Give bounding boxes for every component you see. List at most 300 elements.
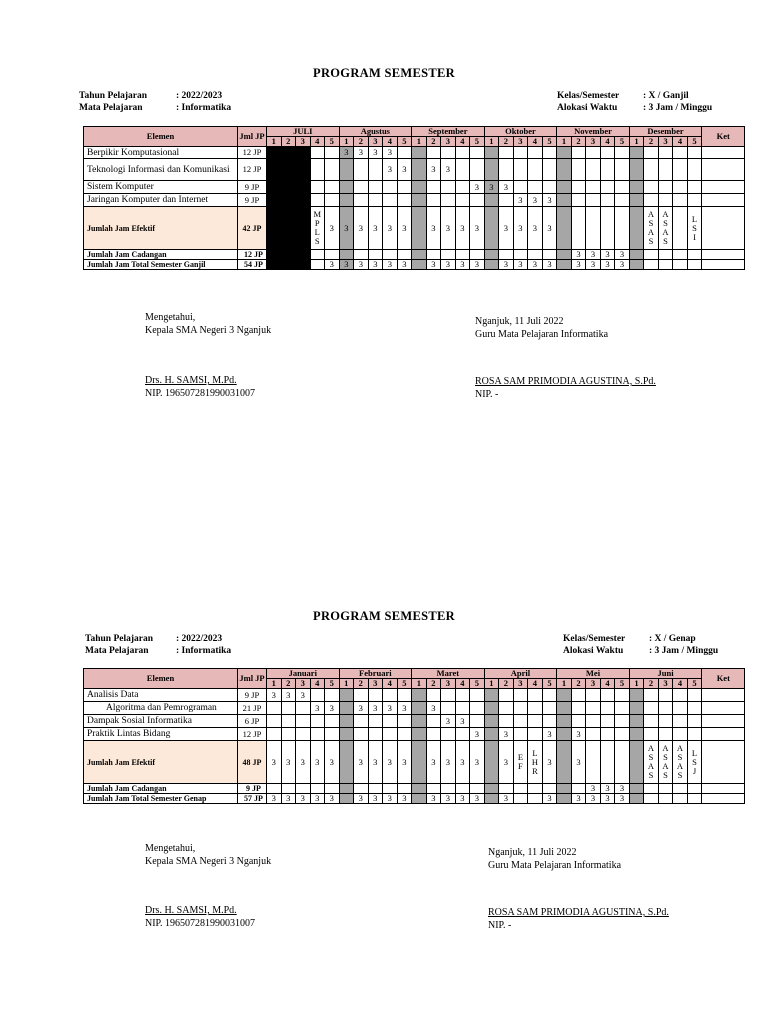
week-cell — [397, 728, 412, 741]
week-cell — [339, 784, 354, 794]
week-cell — [310, 260, 325, 270]
week-cell — [586, 689, 601, 702]
week-number: 4 — [600, 679, 615, 689]
week-cell — [426, 194, 441, 207]
table-row — [84, 194, 745, 207]
month-header: April — [484, 669, 557, 679]
week-cell: 3 — [281, 794, 296, 804]
week-cell: 3 — [499, 728, 514, 741]
cell-letter: S — [648, 770, 654, 780]
week-cell: 3 — [383, 260, 398, 270]
week-cell: 3 — [455, 715, 470, 728]
week-number: 5 — [687, 137, 702, 147]
week-cell — [354, 728, 369, 741]
week-cell — [557, 741, 572, 784]
week-cell — [615, 702, 630, 715]
week-cell: 3 — [368, 741, 383, 784]
week-cell — [673, 741, 688, 784]
week-cell — [687, 194, 702, 207]
week-cell — [629, 689, 644, 702]
week-cell — [658, 147, 673, 159]
week-number: 2 — [571, 679, 586, 689]
week-number: 1 — [267, 679, 282, 689]
cell-letter: H — [531, 756, 538, 767]
week-cell — [310, 689, 325, 702]
week-number: 1 — [267, 137, 282, 147]
meta-left — [79, 90, 231, 114]
summary-row-efektif — [84, 741, 745, 784]
week-number: 1 — [557, 137, 572, 147]
table-row — [84, 728, 745, 741]
week-cell — [557, 207, 572, 250]
row-label: Jumlah Jam Efektif — [84, 741, 238, 784]
week-cell — [412, 207, 427, 250]
week-cell — [397, 181, 412, 194]
week-cell — [658, 728, 673, 741]
week-cell: 3 — [383, 159, 398, 181]
meta-right — [557, 90, 712, 114]
week-cell — [484, 741, 499, 784]
week-cell — [673, 784, 688, 794]
week-cell — [557, 147, 572, 159]
header-ket: Ket — [702, 127, 745, 147]
week-number: 3 — [296, 137, 311, 147]
ket-cell — [702, 689, 745, 702]
week-cell — [658, 250, 673, 260]
week-cell — [644, 260, 659, 270]
week-cell — [673, 728, 688, 741]
week-cell — [528, 689, 543, 702]
week-cell — [267, 260, 282, 270]
week-cell — [296, 702, 311, 715]
week-cell: 3 — [354, 702, 369, 715]
week-cell — [600, 741, 615, 784]
week-cell — [325, 194, 340, 207]
week-cell: 3 — [528, 194, 543, 207]
schedule-table — [83, 668, 745, 804]
table-row — [84, 702, 745, 715]
week-cell — [267, 250, 282, 260]
week-number: 4 — [673, 137, 688, 147]
cell-letter: S — [692, 756, 697, 767]
week-cell — [542, 181, 557, 194]
week-cell: 3 — [354, 260, 369, 270]
week-number: 1 — [412, 679, 427, 689]
week-cell — [484, 794, 499, 804]
week-cell: 3 — [470, 181, 485, 194]
month-header: Mei — [557, 669, 630, 679]
week-cell — [470, 689, 485, 702]
week-cell — [571, 159, 586, 181]
week-number: 1 — [339, 137, 354, 147]
week-cell: 3 — [571, 794, 586, 804]
cell-letter: S — [314, 236, 320, 246]
row-label: Jumlah Jam Efektif — [84, 207, 238, 250]
week-cell — [586, 702, 601, 715]
week-cell: 3 — [368, 147, 383, 159]
week-cell: 3 — [542, 728, 557, 741]
week-cell — [339, 715, 354, 728]
week-number: 4 — [673, 679, 688, 689]
week-cell — [484, 207, 499, 250]
week-cell — [310, 728, 325, 741]
week-cell — [339, 194, 354, 207]
week-cell — [673, 689, 688, 702]
week-cell: 3 — [470, 794, 485, 804]
cell-letter: P — [314, 218, 320, 228]
week-cell: 3 — [542, 260, 557, 270]
week-cell: 3 — [441, 741, 456, 784]
ket-cell — [702, 250, 745, 260]
cell-letter: A — [662, 227, 669, 237]
week-cell — [296, 715, 311, 728]
week-cell — [673, 194, 688, 207]
week-cell — [658, 689, 673, 702]
week-cell — [586, 159, 601, 181]
week-cell: 3 — [368, 207, 383, 250]
week-cell — [441, 147, 456, 159]
cell-letter: S — [677, 752, 683, 762]
week-cell — [658, 702, 673, 715]
week-number: 3 — [368, 679, 383, 689]
week-cell — [542, 702, 557, 715]
row-jp: 6 JP — [238, 715, 267, 728]
week-number: 3 — [441, 679, 456, 689]
week-cell — [412, 260, 427, 270]
week-number: 3 — [441, 137, 456, 147]
week-cell — [571, 702, 586, 715]
week-cell — [571, 147, 586, 159]
cell-letter: S — [663, 752, 668, 762]
week-cell — [310, 784, 325, 794]
signature-right — [488, 847, 669, 932]
week-cell: 3 — [368, 794, 383, 804]
week-cell: 3 — [499, 741, 514, 784]
week-cell — [267, 181, 282, 194]
month-header: Oktober — [484, 127, 557, 137]
week-cell: 3 — [383, 794, 398, 804]
week-cell — [615, 715, 630, 728]
week-cell — [600, 728, 615, 741]
week-cell — [325, 728, 340, 741]
week-cell — [455, 194, 470, 207]
week-cell: 3 — [499, 260, 514, 270]
cell-letter: A — [647, 227, 655, 237]
week-cell — [368, 159, 383, 181]
week-number: 3 — [658, 679, 673, 689]
week-cell — [339, 741, 354, 784]
week-cell — [354, 250, 369, 260]
week-number: 5 — [615, 137, 630, 147]
schedule-table — [83, 126, 745, 270]
week-cell — [557, 794, 572, 804]
week-cell — [557, 260, 572, 270]
week-cell — [281, 207, 296, 250]
cell-letter: S — [692, 222, 697, 233]
week-cell: 3 — [296, 741, 311, 784]
signature-left — [145, 843, 271, 930]
signer-nip: NIP. 196507281990031007 — [145, 917, 256, 929]
ket-cell — [702, 181, 745, 194]
cell-letter: A — [676, 743, 684, 753]
table-row — [84, 147, 745, 159]
week-cell: 3 — [426, 794, 441, 804]
ket-cell — [702, 207, 745, 250]
week-cell — [615, 181, 630, 194]
meta-left — [85, 633, 231, 657]
week-cell — [513, 147, 528, 159]
week-cell — [499, 250, 514, 260]
page-title: PROGRAM SEMESTER — [313, 66, 455, 80]
cell-letter: A — [662, 761, 669, 771]
cell-letter: L — [532, 747, 538, 758]
week-cell — [426, 715, 441, 728]
meta-label: Alokasi Waktu — [557, 103, 618, 113]
week-cell: 3 — [499, 207, 514, 250]
week-cell — [484, 159, 499, 181]
week-cell — [687, 702, 702, 715]
week-cell — [586, 181, 601, 194]
row-jp: 21 JP — [238, 702, 267, 715]
week-cell — [310, 250, 325, 260]
week-cell — [397, 250, 412, 260]
week-number: 2 — [281, 137, 296, 147]
week-cell — [571, 715, 586, 728]
week-cell — [658, 741, 673, 784]
week-cell — [455, 181, 470, 194]
week-cell — [542, 689, 557, 702]
week-cell: 3 — [397, 741, 412, 784]
week-cell — [542, 250, 557, 260]
week-cell — [368, 250, 383, 260]
signer-name: Drs. H. SAMSI, M.Pd. — [145, 905, 237, 916]
week-cell — [484, 260, 499, 270]
ket-cell — [702, 194, 745, 207]
week-cell — [281, 147, 296, 159]
header-jml-jp: Jml JP — [238, 127, 267, 147]
week-cell — [557, 715, 572, 728]
week-cell — [571, 689, 586, 702]
week-cell: 3 — [455, 794, 470, 804]
summary-row-total — [84, 260, 745, 270]
meta-value: : 2022/2023 — [176, 91, 223, 101]
week-cell — [586, 728, 601, 741]
signer-nip: NIP. 196507281990031007 — [145, 387, 256, 399]
week-cell — [571, 181, 586, 194]
row-label: Jumlah Jam Cadangan — [84, 250, 238, 260]
week-cell — [325, 784, 340, 794]
header-row-months — [84, 669, 745, 679]
row-label: Jumlah Jam Total Semester Ganjil — [84, 260, 238, 270]
meta-value: : 3 Jam / Minggu — [649, 646, 719, 656]
week-number: 1 — [629, 137, 644, 147]
week-number: 2 — [426, 137, 441, 147]
week-cell — [281, 702, 296, 715]
week-cell — [629, 728, 644, 741]
sign-text: Nganjuk, 11 Juli 2022 — [475, 316, 564, 327]
week-cell — [441, 702, 456, 715]
week-cell — [644, 794, 659, 804]
week-cell: 3 — [586, 260, 601, 270]
week-cell — [339, 159, 354, 181]
week-cell — [368, 689, 383, 702]
week-cell — [368, 784, 383, 794]
row-label: Praktik Lintas Bidang — [84, 728, 238, 741]
month-header: Juni — [629, 669, 702, 679]
week-number: 1 — [412, 137, 427, 147]
row-label: Dampak Sosial Informatika — [84, 715, 238, 728]
week-cell — [412, 147, 427, 159]
week-cell — [455, 702, 470, 715]
week-cell — [557, 250, 572, 260]
month-header: JULI — [267, 127, 340, 137]
week-cell — [499, 194, 514, 207]
week-cell: 3 — [615, 260, 630, 270]
week-cell — [615, 159, 630, 181]
week-cell — [484, 689, 499, 702]
week-cell — [658, 159, 673, 181]
row-jp: 9 JP — [238, 689, 267, 702]
ket-cell — [702, 159, 745, 181]
week-cell — [687, 181, 702, 194]
week-cell: 3 — [281, 741, 296, 784]
week-cell: 3 — [354, 147, 369, 159]
meta-label: Mata Pelajaran — [79, 103, 143, 113]
week-cell — [644, 250, 659, 260]
header-elemen: Elemen — [84, 127, 238, 147]
week-number: 1 — [484, 137, 499, 147]
week-cell — [325, 250, 340, 260]
week-cell — [281, 250, 296, 260]
week-cell — [513, 181, 528, 194]
meta-label: Tahun Pelajaran — [79, 91, 148, 101]
week-cell — [426, 784, 441, 794]
week-cell: 3 — [397, 159, 412, 181]
week-cell — [629, 741, 644, 784]
week-cell: 3 — [325, 260, 340, 270]
meta-right — [563, 633, 718, 657]
week-cell — [600, 702, 615, 715]
week-cell — [615, 194, 630, 207]
week-number: 4 — [310, 137, 325, 147]
week-cell — [412, 159, 427, 181]
week-cell: 3 — [441, 794, 456, 804]
week-cell — [267, 207, 282, 250]
row-label: Jumlah Jam Cadangan — [84, 784, 238, 794]
table-row — [84, 159, 745, 181]
week-cell — [281, 260, 296, 270]
week-cell — [281, 728, 296, 741]
week-cell — [644, 689, 659, 702]
week-cell — [673, 715, 688, 728]
week-number: 4 — [383, 679, 398, 689]
week-cell — [673, 250, 688, 260]
week-cell — [644, 181, 659, 194]
week-cell — [687, 207, 702, 250]
cell-letter: L — [691, 213, 698, 224]
week-cell — [644, 194, 659, 207]
cell-letter: A — [662, 743, 669, 753]
week-cell: 3 — [455, 260, 470, 270]
week-number: 2 — [354, 137, 369, 147]
week-cell — [687, 159, 702, 181]
week-cell — [528, 159, 543, 181]
page-title: PROGRAM SEMESTER — [313, 609, 455, 623]
week-cell — [325, 147, 340, 159]
week-cell: 3 — [310, 794, 325, 804]
week-cell — [455, 147, 470, 159]
week-number: 4 — [383, 137, 398, 147]
week-cell — [281, 784, 296, 794]
week-number: 4 — [455, 137, 470, 147]
week-cell — [267, 194, 282, 207]
week-cell — [513, 159, 528, 181]
week-cell — [687, 250, 702, 260]
week-cell: 3 — [513, 207, 528, 250]
month-header: Februari — [339, 669, 412, 679]
week-cell — [557, 181, 572, 194]
week-cell: 3 — [542, 741, 557, 784]
week-cell — [629, 207, 644, 250]
week-cell — [484, 250, 499, 260]
week-cell — [281, 181, 296, 194]
week-cell — [368, 728, 383, 741]
week-cell — [368, 181, 383, 194]
ket-cell — [702, 784, 745, 794]
week-cell — [586, 715, 601, 728]
week-cell: 3 — [267, 689, 282, 702]
signer-name: ROSA SAM PRIMODIA AGUSTINA, S.Pd. — [488, 907, 669, 918]
week-cell — [296, 147, 311, 159]
week-cell — [354, 159, 369, 181]
week-cell — [615, 689, 630, 702]
week-cell — [296, 728, 311, 741]
sign-text: Kepala SMA Negeri 3 Nganjuk — [145, 855, 272, 867]
cell-letter: A — [647, 761, 655, 771]
week-cell — [484, 728, 499, 741]
week-cell — [368, 194, 383, 207]
week-number: 5 — [325, 679, 340, 689]
week-number: 2 — [644, 137, 659, 147]
summary-row-cadangan — [84, 784, 745, 794]
week-cell: 3 — [339, 260, 354, 270]
week-cell — [397, 194, 412, 207]
week-number: 4 — [528, 137, 543, 147]
meta-value: : 3 Jam / Minggu — [643, 103, 713, 113]
meta-value: : Informatika — [176, 646, 232, 656]
week-cell — [412, 715, 427, 728]
week-cell: 3 — [586, 784, 601, 794]
week-cell — [571, 194, 586, 207]
week-cell: 3 — [455, 741, 470, 784]
week-cell — [267, 147, 282, 159]
week-cell — [383, 181, 398, 194]
ket-cell — [702, 715, 745, 728]
cell-letter: S — [663, 236, 668, 246]
week-number: 3 — [296, 679, 311, 689]
week-cell — [310, 159, 325, 181]
week-cell — [426, 689, 441, 702]
week-number: 1 — [484, 679, 499, 689]
week-cell — [499, 147, 514, 159]
week-cell — [629, 784, 644, 794]
week-cell — [629, 794, 644, 804]
week-number: 1 — [339, 679, 354, 689]
week-number: 3 — [368, 137, 383, 147]
week-cell — [339, 794, 354, 804]
month-header: Januari — [267, 669, 340, 679]
week-number: 5 — [542, 679, 557, 689]
